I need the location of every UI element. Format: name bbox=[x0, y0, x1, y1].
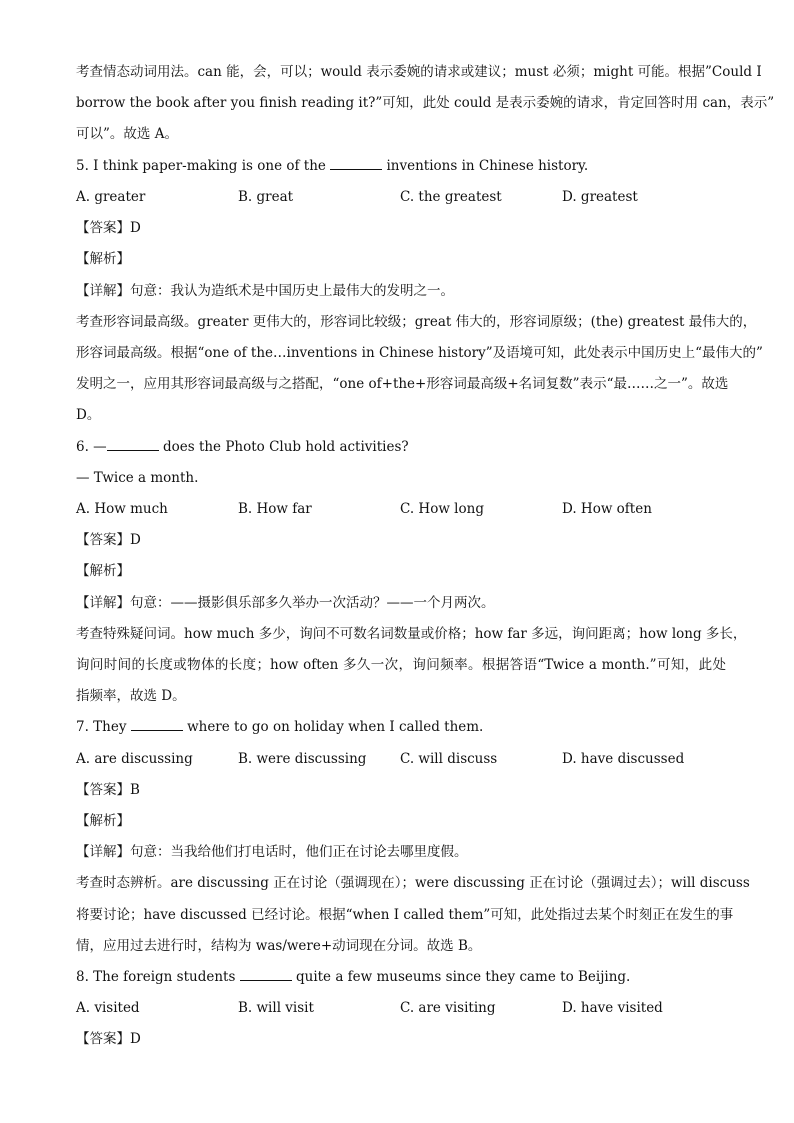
explanation-line: 考查形容词最高级。greater 更伟大的，形容词比较级；great 伟大的，形容词原级；(the) greatest 最伟大的， bbox=[76, 314, 757, 330]
answer-value: D bbox=[130, 1031, 141, 1047]
answer-value: D bbox=[130, 532, 141, 548]
detail-line bbox=[76, 281, 726, 301]
explanation-line: 发明之一，应用其形容词最高级与之搭配，“one of+the+形容词最高级+名词复数”表示“最……之一”。故选 bbox=[76, 376, 729, 392]
stem-part: 5. I think paper-making is one of the bbox=[76, 158, 331, 174]
answer-blank bbox=[107, 438, 159, 451]
stem-part: quite a few museums since they came to Beijing. bbox=[291, 969, 631, 985]
dialogue-reply: — Twice a month. bbox=[76, 470, 199, 486]
stem-part: does the Photo Club hold activities? bbox=[158, 439, 409, 455]
answer-value: D bbox=[130, 220, 141, 236]
option-b: B. great bbox=[238, 189, 294, 205]
question-7-stem bbox=[76, 717, 726, 737]
detail-label: 【详解】 bbox=[76, 283, 130, 299]
answer-line bbox=[76, 218, 726, 238]
option-c: C. are visiting bbox=[400, 1000, 496, 1016]
answer-label: 【答案】 bbox=[76, 532, 130, 548]
detail-text: 句意：——摄影俱乐部多久举办一次活动？——一个月两次。 bbox=[130, 595, 495, 611]
detail-line bbox=[76, 593, 726, 613]
analysis-label: 【解析】 bbox=[76, 563, 130, 579]
option-d: D. have discussed bbox=[562, 751, 685, 767]
stem-part: where to go on holiday when I called them. bbox=[182, 719, 484, 735]
explanation-line: 将要讨论；have discussed 已经讨论。根据“when I called them”可知，此处指过去某个时刻正在发生的事 bbox=[76, 907, 734, 923]
detail-label: 【详解】 bbox=[76, 595, 130, 611]
answer-line bbox=[76, 780, 726, 800]
stem-part: 6. — bbox=[76, 439, 107, 455]
stem-part: 7. They bbox=[76, 719, 131, 735]
answer-label: 【答案】 bbox=[76, 782, 130, 798]
explanation-line: 情，应用过去进行时，结构为 was/were+动词现在分词。故选 B。 bbox=[76, 938, 482, 954]
option-c: C. will discuss bbox=[400, 751, 498, 767]
option-c: C. How long bbox=[400, 501, 484, 517]
option-a: A. are discussing bbox=[76, 751, 193, 767]
explanation-line: 考查时态辨析。are discussing 正在讨论（强调现在）；were discussing 正在讨论（强调过去）；will discuss bbox=[76, 875, 750, 891]
stem-part: inventions in Chinese history. bbox=[382, 158, 589, 174]
answer-label: 【答案】 bbox=[76, 220, 130, 236]
explanation-line: D。 bbox=[76, 407, 101, 423]
explanation-line: 考查特殊疑问词。how much 多少，询问不可数名词数量或价格；how far 多远，询问距离；how long 多长， bbox=[76, 626, 747, 642]
answer-blank bbox=[131, 718, 183, 731]
detail-text: 句意：我认为造纸术是中国历史上最伟大的发明之一。 bbox=[130, 283, 454, 299]
explanation-line: 可以”。故选 A。 bbox=[76, 126, 178, 142]
detail-line bbox=[76, 842, 726, 862]
option-c: C. the greatest bbox=[400, 189, 502, 205]
stem-part: 8. The foreign students bbox=[76, 969, 240, 985]
explanation-line: 询问时间的长度或物体的长度；how often 多久一次，询问频率。根据答语“Twice a month.”可知，此处 bbox=[76, 657, 726, 673]
question-6-stem bbox=[76, 437, 726, 457]
option-b: B. How far bbox=[238, 501, 312, 517]
question-8-stem bbox=[76, 967, 726, 987]
option-d: D. greatest bbox=[562, 189, 638, 205]
explanation-line: 指频率，故选 D。 bbox=[76, 688, 186, 704]
analysis-label: 【解析】 bbox=[76, 813, 130, 829]
option-d: D. have visited bbox=[562, 1000, 663, 1016]
explanation-line: 考查情态动词用法。can 能，会，可以；would 表示委婉的请求或建议；must 必须；might 可能。根据”Could I bbox=[76, 64, 762, 80]
option-a: A. visited bbox=[76, 1000, 140, 1016]
answer-line bbox=[76, 530, 726, 550]
analysis-label: 【解析】 bbox=[76, 251, 130, 267]
option-b: B. will visit bbox=[238, 1000, 314, 1016]
option-a: A. greater bbox=[76, 189, 146, 205]
explanation-line: 形容词最高级。根据“one of the…inventions in Chinese history”及语境可知，此处表示中国历史上“最伟大的” bbox=[76, 345, 763, 361]
answer-label: 【答案】 bbox=[76, 1031, 130, 1047]
option-b: B. were discussing bbox=[238, 751, 367, 767]
option-d: D. How often bbox=[562, 501, 652, 517]
option-a: A. How much bbox=[76, 501, 168, 517]
answer-line bbox=[76, 1029, 726, 1049]
answer-value: B bbox=[130, 782, 140, 798]
answer-blank bbox=[240, 968, 292, 981]
answer-blank bbox=[330, 157, 382, 170]
question-5-stem bbox=[76, 156, 726, 176]
explanation-line: borrow the book after you finish reading it?”可知，此处 could 是表示委婉的请求，肯定回答时用 can，表示” bbox=[76, 95, 775, 111]
detail-label: 【详解】 bbox=[76, 844, 130, 860]
detail-text: 句意：当我给他们打电话时，他们正在讨论去哪里度假。 bbox=[130, 844, 468, 860]
